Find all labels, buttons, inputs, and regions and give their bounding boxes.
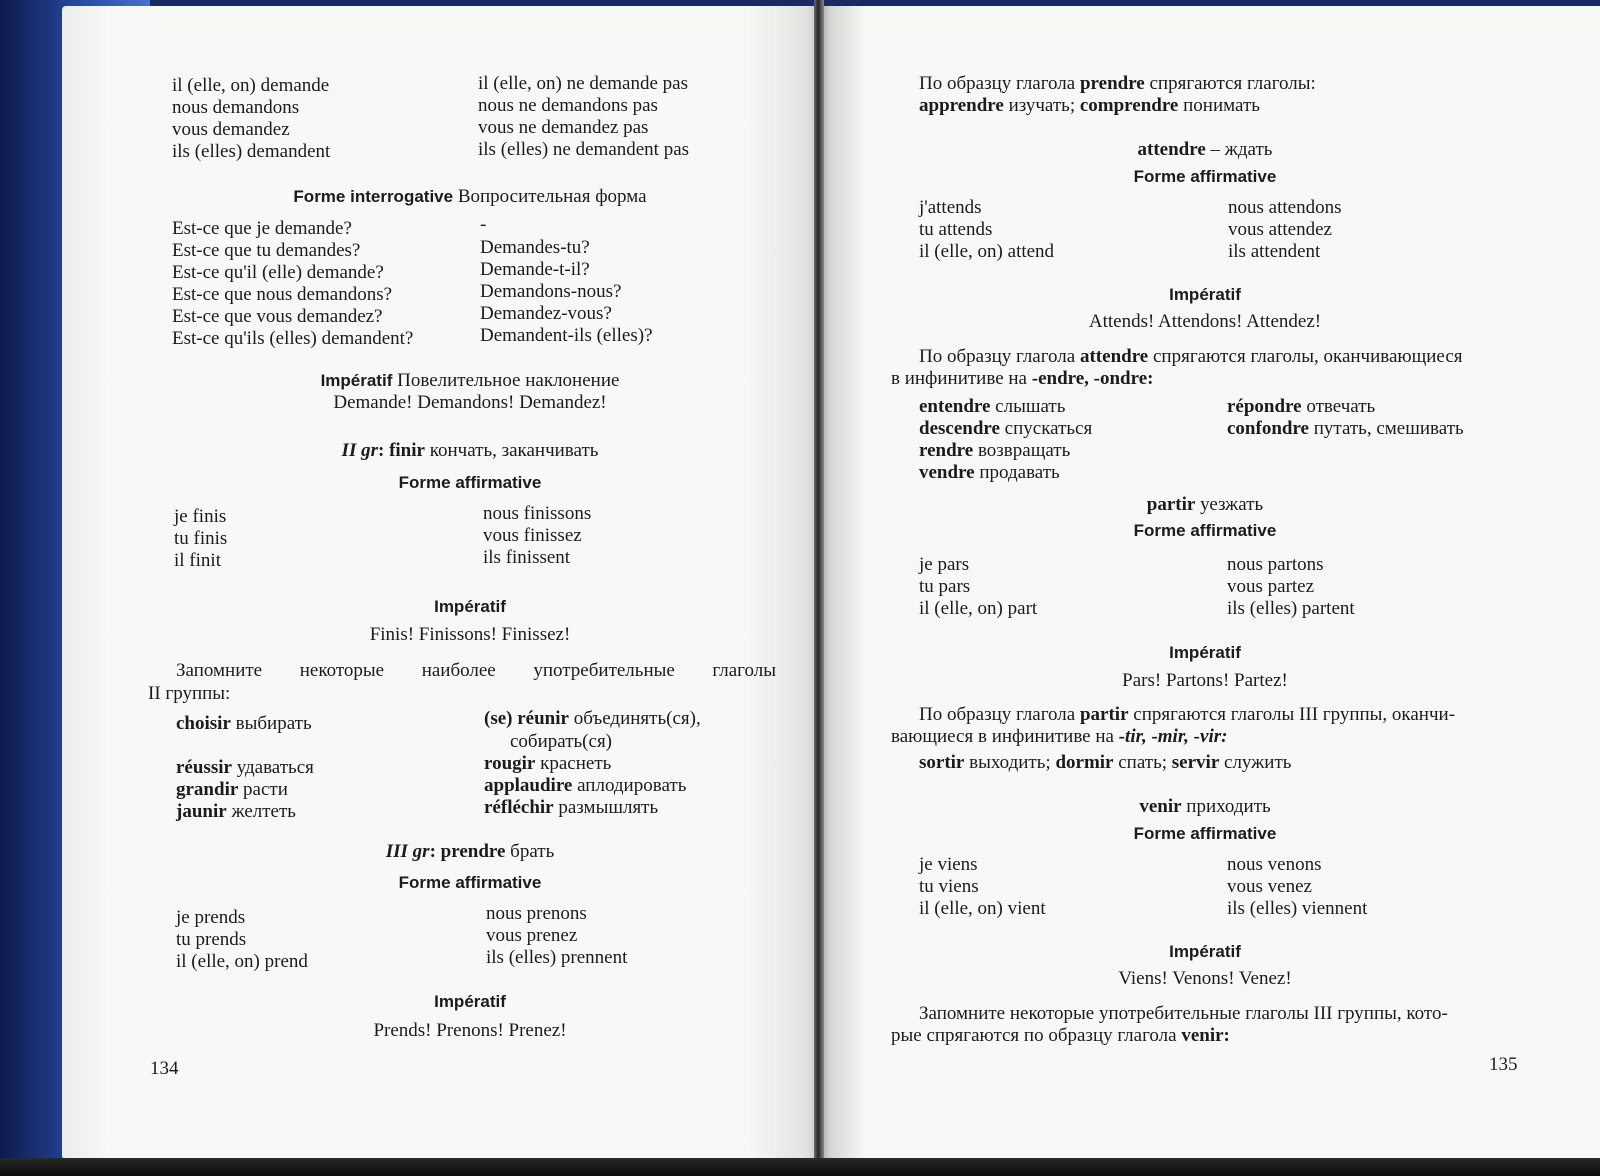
demander-pos: vous demandez (172, 119, 290, 140)
verb-entry: répondre отвечать (1227, 396, 1376, 417)
conj-singular: tu attends (919, 219, 993, 240)
forme-affirmative-heading: Forme affirmative (398, 873, 542, 892)
remember-line-1: Запомните некоторые наиболее употребительные глаголы (176, 660, 776, 681)
conj-singular: je viens (919, 854, 978, 875)
verb-entry: choisir выбирать (176, 713, 312, 734)
demander-neg: nous ne demandons pas (478, 95, 658, 116)
attendre-like-line-1: По образцу глагола attendre спрягаются глаголы, оканчивающиеся (919, 346, 1463, 367)
prendre-like-line-2: apprendre изучать; comprendre понимать (919, 95, 1260, 116)
demander-neg: vous ne demandez pas (478, 117, 649, 138)
imperatif-heading: Impératif (434, 992, 506, 1011)
conj-singular: je pars (919, 554, 970, 575)
page-number-right: 135 (1489, 1054, 1518, 1075)
interrogative-estce: Est-ce que nous demandons? (172, 284, 393, 305)
left-page (62, 6, 822, 1158)
demander-neg: ils (elles) ne demandent pas (478, 139, 690, 160)
demander-pos: nous demandons (172, 97, 300, 118)
imperatif-heading: Impératif (1169, 285, 1241, 304)
interrogative-estce: Est-ce qu'il (elle) demande? (172, 262, 384, 283)
remember-line-2: II группы: (148, 683, 231, 704)
conj-plural: ils (elles) viennent (1227, 898, 1368, 919)
conj-plural: ils (elles) prennent (486, 947, 628, 968)
interrogative-inversion: Demandent-ils (elles)? (480, 325, 653, 346)
interrogative-inversion: Demandes-tu? (480, 237, 590, 258)
conj-plural: ils finissent (483, 547, 571, 568)
conj-plural: nous prenons (486, 903, 587, 924)
conj-plural: vous prenez (486, 925, 578, 946)
partir-like-line-2: вающиеся в инфинитиве на -tir, -mir, -vir: (891, 726, 1228, 747)
imperatif-demander: Demande! Demandons! Demandez! (333, 392, 607, 413)
verb-entry: jaunir желтеть (176, 801, 296, 822)
conj-plural: vous venez (1227, 876, 1312, 897)
verb-entry: confondre путать, смешивать (1227, 418, 1464, 439)
interrogative-estce: Est-ce que tu demandes? (172, 240, 361, 261)
imperatif-prendre: Prends! Prenons! Prenez! (373, 1020, 567, 1041)
conj-singular: il (elle, on) part (919, 598, 1038, 619)
attendre-like-line-2: в инфинитиве на -endre, -ondre: (891, 368, 1154, 389)
conj-singular: il (elle, on) attend (919, 241, 1055, 262)
group2-heading: II gr: finir кончать, заканчивать (341, 440, 599, 461)
conj-plural: nous attendons (1228, 197, 1342, 218)
demander-pos: il (elle, on) demande (172, 75, 330, 96)
book-gutter (814, 0, 824, 1176)
conj-singular: j'attends (919, 197, 982, 218)
prendre-like-line-1: По образцу глагола prendre спрягаются глаголы: (919, 73, 1316, 94)
attendre-heading: attendre – ждать (1137, 139, 1273, 160)
group3-heading: III gr: prendre брать (385, 841, 555, 862)
imperatif-heading: Impératif (1169, 643, 1241, 662)
conj-plural: nous venons (1227, 854, 1322, 875)
conj-singular: il (elle, on) prend (176, 951, 308, 972)
conj-singular: je finis (174, 506, 227, 527)
venir-heading: venir приходить (1139, 796, 1271, 817)
verb-entry: vendre продавать (919, 462, 1060, 483)
imperatif-heading: Impératif Повелительное наклонение (320, 370, 620, 391)
verb-entry: descendre спускаться (919, 418, 1093, 439)
partir-like-line-1: По образцу глагола partir спрягаются глаголы III группы, оканчи- (919, 704, 1456, 725)
interrogative-heading: Forme interrogative Вопросительная форма (293, 186, 647, 207)
imperatif-heading: Impératif (434, 597, 506, 616)
verb-entry: собирать(ся) (510, 731, 613, 752)
interrogative-estce: Est-ce que je demande? (172, 218, 352, 239)
page-number-left: 134 (150, 1058, 179, 1079)
interrogative-inversion: Demande-t-il? (480, 259, 590, 280)
imperatif-attendre: Attends! Attendons! Attendez! (1088, 311, 1322, 332)
verb-entry: rougir краснеть (484, 753, 612, 774)
conj-plural: nous partons (1227, 554, 1324, 575)
conj-singular: tu finis (174, 528, 228, 549)
final-line-1: Запомните некоторые употребительные глаголы III группы, кото- (919, 1003, 1448, 1024)
verb-entry: applaudire аплодировать (484, 775, 687, 796)
interrogative-inversion: Demandons-nous? (480, 281, 622, 302)
conj-plural: ils (elles) partent (1227, 598, 1355, 619)
conj-plural: ils attendent (1228, 241, 1321, 262)
book-bottom-edge (0, 1158, 1600, 1176)
final-line-2: рые спрягаются по образцу глагола venir: (891, 1025, 1230, 1046)
conj-plural: vous attendez (1228, 219, 1332, 240)
verb-entry: réfléchir размышлять (484, 797, 659, 818)
imperatif-venir: Viens! Venons! Venez! (1118, 968, 1292, 989)
forme-affirmative-heading: Forme affirmative (1133, 824, 1277, 843)
conj-plural: vous partez (1227, 576, 1315, 597)
verb-entry: rendre возвращать (919, 440, 1071, 461)
interrogative-inversion: - (480, 214, 487, 235)
demander-neg: il (elle, on) ne demande pas (478, 73, 688, 94)
imperatif-partir: Pars! Partons! Partez! (1122, 670, 1288, 691)
demander-pos: ils (elles) demandent (172, 141, 331, 162)
interrogative-estce: Est-ce que vous demandez? (172, 306, 383, 327)
conj-singular: tu pars (919, 576, 971, 597)
forme-affirmative-heading: Forme affirmative (1133, 167, 1277, 186)
verb-entry: entendre слышать (919, 396, 1066, 417)
conj-plural: vous finissez (483, 525, 582, 546)
conj-singular: tu prends (176, 929, 247, 950)
conj-plural: nous finissons (483, 503, 592, 524)
forme-affirmative-heading: Forme affirmative (398, 473, 542, 492)
verb-entry: (se) réunir объединять(ся), (484, 708, 701, 729)
verb-entry: grandir расти (176, 779, 288, 800)
forme-affirmative-heading: Forme affirmative (1133, 521, 1277, 540)
verb-entry: réussir удаваться (176, 757, 314, 778)
interrogative-estce: Est-ce qu'ils (elles) demandent? (172, 328, 414, 349)
imperatif-heading: Impératif (1169, 942, 1241, 961)
conj-singular: je prends (176, 907, 246, 928)
conj-singular: tu viens (919, 876, 979, 897)
conj-singular: il finit (174, 550, 221, 571)
conj-singular: il (elle, on) vient (919, 898, 1046, 919)
partir-like-line-3: sortir выходить; dormir спать; servir служить (919, 752, 1292, 773)
imperatif-finir: Finis! Finissons! Finissez! (369, 624, 571, 645)
interrogative-inversion: Demandez-vous? (480, 303, 612, 324)
partir-heading: partir уезжать (1146, 494, 1264, 515)
